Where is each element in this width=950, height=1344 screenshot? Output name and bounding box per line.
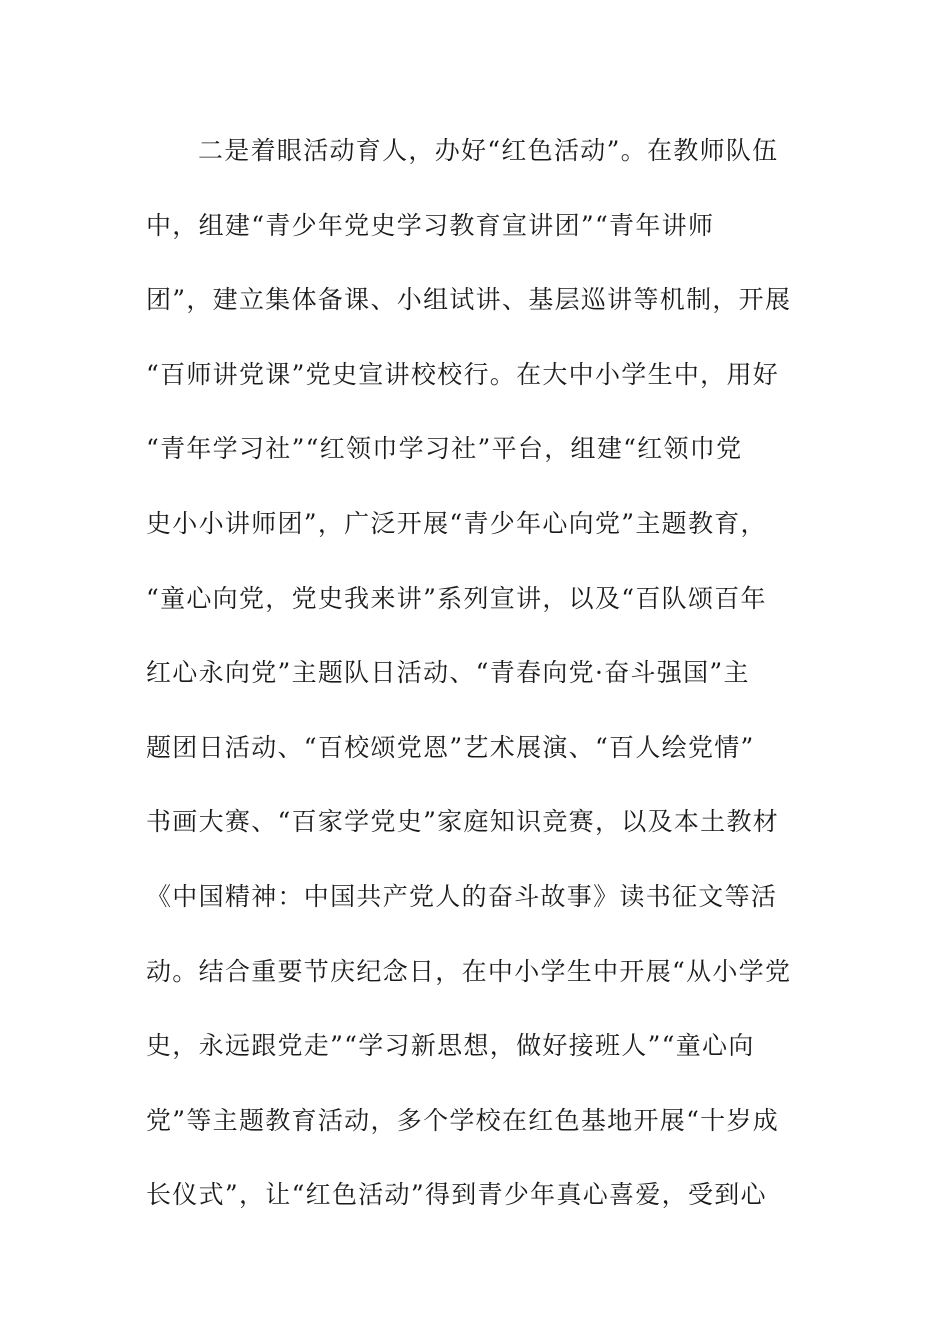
paragraph-line: 团”，建立集体备课、小组试讲、基层巡讲等机制，开展 xyxy=(146,285,792,315)
paragraph-line: 红心永向党”主题队日活动、“青春向党·奋斗强国”主 xyxy=(146,658,750,688)
body-paragraph xyxy=(146,128,806,1247)
paragraph-line: “百师讲党课”党史宣讲校校行。在大中小学生中，用好 xyxy=(146,359,780,389)
paragraph-line: 动。结合重要节庆纪念日，在中小学生中开展“从小学党 xyxy=(146,956,792,986)
paragraph-line: 书画大赛、“百家学党史”家庭知识竞赛，以及本土教材 xyxy=(146,807,780,837)
paragraph-line: 党”等主题教育活动，多个学校在红色基地开展“十岁成 xyxy=(146,1105,780,1135)
paragraph-line: 题团日活动、“百校颂党恩”艺术展演、“百人绘党情” xyxy=(146,732,755,762)
paragraph-line: 史小小讲师团”，广泛开展“青少年心向党”主题教育， xyxy=(146,508,767,538)
paragraph-line: 长仪式”，让“红色活动”得到青少年真心喜爱，受到心 xyxy=(146,1180,767,1210)
paragraph-line: 《中国精神：中国共产党人的奋斗故事》读书征文等活 xyxy=(146,881,778,911)
paragraph-line: “青年学习社”“红领巾学习社”平台，组建“红领巾党 xyxy=(146,434,743,464)
paragraph-line: 史，永远跟党走”“学习新思想，做好接班人”“童心向 xyxy=(146,1031,755,1061)
paragraph-line: 二是着眼活动育人，办好“红色活动”。在教师队伍 xyxy=(198,136,779,165)
paragraph-line: 中，组建“青少年党史学习教育宣讲团”“青年讲师 xyxy=(146,210,715,240)
paragraph-line: “童心向党，党史我来讲”系列宣讲，以及“百队颂百年 xyxy=(146,583,767,613)
